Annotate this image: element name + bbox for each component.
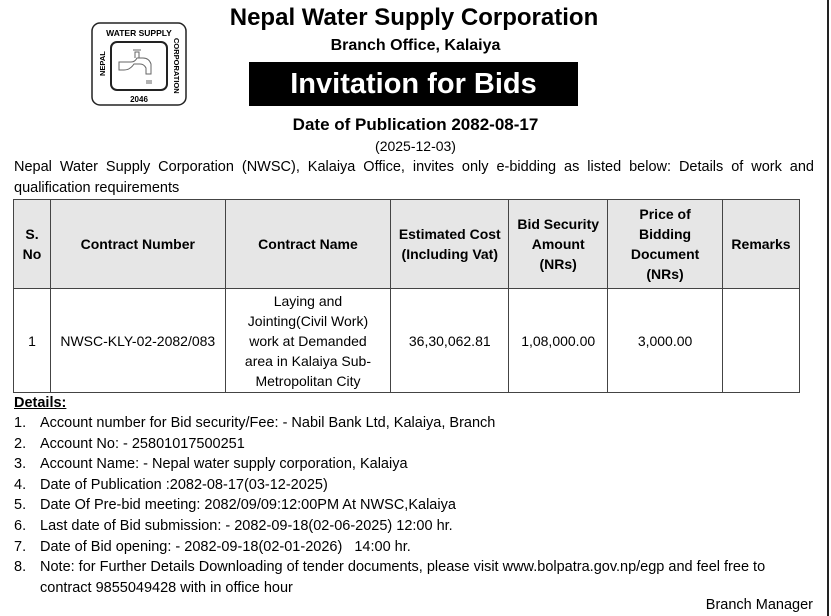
header-price-doc: Price of Bidding Document (NRs)	[608, 200, 723, 289]
logo-left-text: NEPAL	[98, 51, 107, 76]
header-bid-security: Bid Security Amount (NRs)	[509, 200, 608, 289]
cell-contract-number: NWSC-KLY-02-2082/083	[50, 289, 225, 393]
cell-remarks	[723, 289, 800, 393]
header-contract-name: Contract Name	[225, 200, 391, 289]
details-item: 1. Account number for Bid security/Fee: - Nabil Bank Ltd, Kalaiya, Branch	[14, 415, 496, 431]
details-item: 6. Last date of Bid submission: - 2082-09-18(02-06-2025) 12:00 hr.	[14, 517, 453, 534]
bids-table	[13, 199, 800, 393]
details-item: 4. Date of Publication :2082-08-17(03-12-2025)	[14, 476, 328, 493]
nwsc-logo	[91, 22, 187, 106]
invitation-banner: Invitation for Bids	[249, 62, 578, 106]
cell-price-doc: 3,000.00	[608, 289, 723, 393]
table-row	[14, 289, 800, 393]
page-edge-line	[827, 0, 829, 616]
header-estimated-cost: Estimated Cost (Including Vat)	[391, 200, 509, 289]
cell-sno: 1	[14, 289, 51, 393]
logo-top-text: WATER SUPPLY	[106, 28, 172, 38]
logo-year: 2046	[130, 95, 148, 104]
table-header-row	[14, 200, 800, 289]
details-heading: Details:	[14, 395, 67, 411]
logo-right-text: CORPORATION	[172, 38, 181, 94]
org-name: Nepal Water Supply Corporation	[229, 4, 599, 31]
cell-estimated-cost: 36,30,062.81	[391, 289, 509, 393]
cell-contract-name: Laying and Jointing(Civil Work) work at Demanded area in Kalaiya Sub- Metropolitan City	[225, 289, 391, 393]
publication-date-ad: (2025-12-03)	[375, 138, 456, 154]
details-list	[14, 413, 814, 598]
branch-office: Branch Office, Kalaiya	[330, 37, 501, 54]
header-sno: S. No	[14, 200, 51, 289]
intro-paragraph: Nepal Water Supply Corporation (NWSC), Kalaiya Office, invites only e-bidding as listed below: Details of work and qualification requirements	[14, 159, 814, 196]
details-item: 5. Date Of Pre-bid meeting: 2082/09/09:12:00PM At NWSC,Kalaiya	[14, 497, 456, 514]
header-contract-number: Contract Number	[50, 200, 225, 289]
cell-bid-security: 1,08,000.00	[509, 289, 608, 393]
publication-date: Date of Publication 2082-08-17	[292, 115, 539, 134]
header-remarks: Remarks	[723, 200, 800, 289]
details-item: 3. Account Name: - Nepal water supply corporation, Kalaiya	[14, 456, 408, 473]
details-item: 7. Date of Bid opening: - 2082-09-18(02-01-2026) 14:00 hr.	[14, 538, 411, 555]
details-item: 2. Account No: - 25801017500251	[14, 435, 245, 452]
signature-branch-manager: Branch Manager	[705, 597, 813, 613]
details-item: 8. Note: for Further Details Downloading of tender documents, please visit www.bolpatra.gov.np/egp and feel free to contract 9855049428 with in office hour	[14, 559, 766, 596]
